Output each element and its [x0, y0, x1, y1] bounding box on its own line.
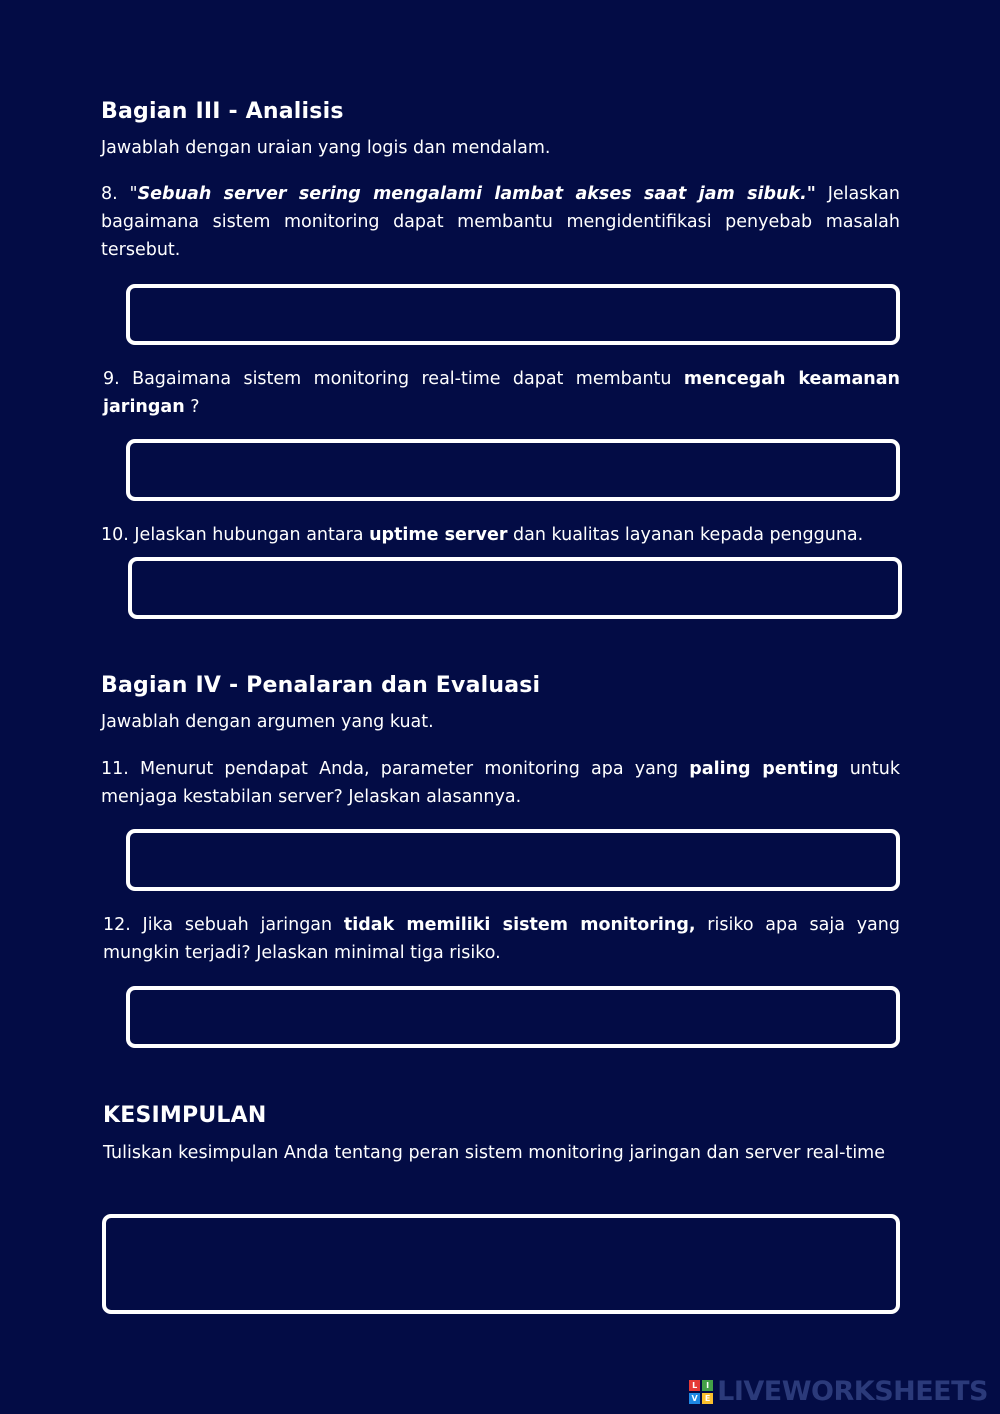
- question-9-prefix: 9. Bagaimana sistem monitoring real-time dapat membantu: [103, 369, 684, 389]
- answer-box-conclusion[interactable]: [102, 1214, 900, 1314]
- liveworksheets-logo: [689, 1376, 988, 1407]
- question-10-emphasis: uptime server: [369, 525, 508, 545]
- question-12-emphasis: tidak memiliki sistem monitoring,: [343, 915, 696, 935]
- liveworksheets-mark-icon: [689, 1380, 713, 1404]
- question-11: [101, 755, 900, 811]
- question-11-emphasis: paling penting: [689, 759, 839, 779]
- answer-box-12[interactable]: [126, 986, 900, 1048]
- question-10: [101, 521, 900, 549]
- section-4-heading: Bagian IV - Penalaran dan Evaluasi: [101, 673, 541, 698]
- question-10-prefix: 10. Jelaskan hubungan antara: [101, 525, 370, 545]
- section-4-instruction: Jawablah dengan argumen yang kuat.: [101, 712, 434, 732]
- answer-box-11[interactable]: [126, 829, 900, 891]
- question-10-suffix: dan kualitas layanan kepada pengguna.: [507, 525, 864, 545]
- liveworksheets-brand: LIVEWORKSHEETS: [717, 1376, 988, 1407]
- answer-box-9[interactable]: [126, 439, 900, 501]
- question-11-suffix: untuk menjaga kestabilan server? Jelaskan alasannya.: [101, 759, 900, 807]
- question-9-suffix: ?: [184, 397, 200, 417]
- question-12: [103, 911, 900, 967]
- conclusion-heading: KESIMPULAN: [103, 1103, 267, 1128]
- question-12-suffix: risiko apa saja yang mungkin terjadi? Jelaskan minimal tiga risiko.: [103, 915, 900, 963]
- question-8-prefix: 8. ": [101, 184, 138, 204]
- question-8-suffix: Jelaskan bagaimana sistem monitoring dapat membantu mengidentifikasi penyebab masalah tersebut.: [101, 184, 900, 260]
- question-8-emphasis: Sebuah server sering mengalami lambat akses saat jam sibuk.": [137, 184, 816, 204]
- conclusion-instruction: Tuliskan kesimpulan Anda tentang peran sistem monitoring jaringan dan server real-time: [103, 1143, 885, 1163]
- section-3-heading: Bagian III - Analisis: [101, 99, 344, 124]
- answer-box-10[interactable]: [128, 557, 902, 619]
- question-8: [101, 180, 900, 264]
- question-9-emphasis: mencegah keamanan jaringan: [103, 369, 901, 417]
- question-11-prefix: 11. Menurut pendapat Anda, parameter monitoring apa yang: [101, 759, 690, 779]
- answer-box-8[interactable]: [126, 284, 900, 345]
- logo-letter: E: [702, 1393, 713, 1404]
- logo-letter: I: [702, 1380, 713, 1391]
- logo-letter: V: [689, 1393, 700, 1404]
- logo-letter: L: [689, 1380, 700, 1391]
- question-12-prefix: 12. Jika sebuah jaringan: [103, 915, 344, 935]
- section-3-instruction: Jawablah dengan uraian yang logis dan mendalam.: [101, 138, 551, 158]
- question-9: [103, 365, 900, 421]
